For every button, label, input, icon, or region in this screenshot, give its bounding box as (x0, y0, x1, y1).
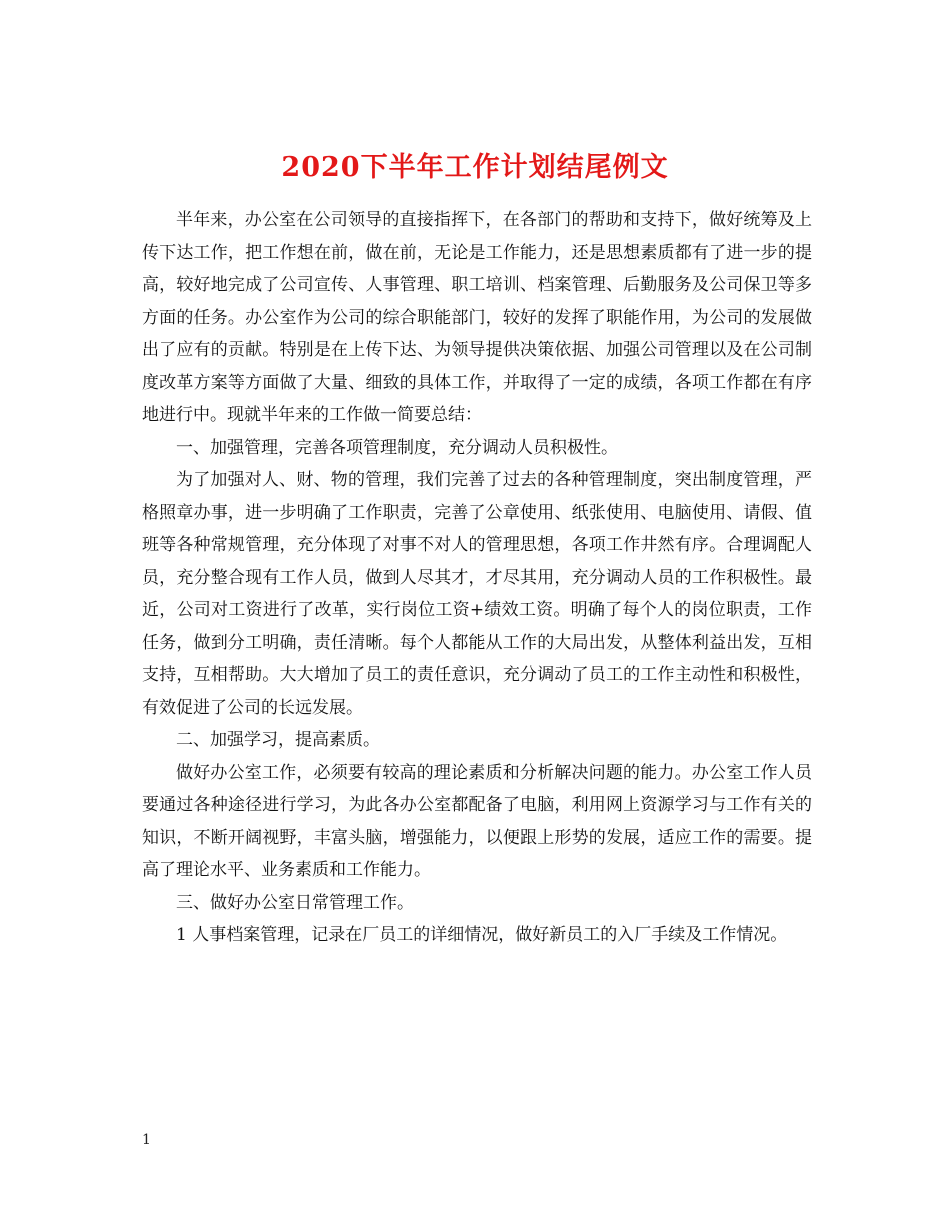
intro-paragraph: 半年来，办公室在公司领导的直接指挥下，在各部门的帮助和支持下，做好统筹及上传下达工作，把工作想在前，做在前，无论是工作能力，还是思想素质都有了进一步的提高，较好地完成了公司宣传、人事管理、职工培训、档案管理、后勤服务及公司保卫等多方面的任务。办公室作为公司的综合职能部门，较好的发挥了职能作用，为公司的发展做出了应有的贡献。特别是在上传下达、为领导提供决策依据、加强公司管理以及在公司制度改革方案等方面做了大量、细致的具体工作，并取得了一定的成绩，各项工作都在有序地进行中。现就半年来的工作做一简要总结： (142, 210, 812, 425)
section-heading-daily-management: 三、做好办公室日常管理工作。 (176, 892, 414, 913)
page-number: 1 (142, 1132, 151, 1148)
management-paragraph: 为了加强对人、财、物的管理，我们完善了过去的各种管理制度，突出制度管理，严格照章办事，进一步明确了工作职责，完善了公章使用、纸张使用、电脑使用、请假、值班等各种常规管理，充分体现了对事不对人的管理思想，各项工作井然有序。合理调配人员，充分整合现有工作人员，做到人尽其才，才尽其用，充分调动人员的工作积极性。最近，公司对工资进行了改革，实行岗位工资+绩效工资。明确了每个人的岗位职责，工作任务，做到分工明确，责任清晰。每个人都能从工作的大局出发，从整体利益出发，互相支持，互相帮助。大大增加了员工的责任意识，充分调动了员工的工作主动性和积极性，有效促进了公司的长远发展。 (142, 470, 812, 718)
section-heading-learning: 二、加强学习，提高素质。 (176, 730, 380, 750)
personnel-archive-paragraph: 1 人事档案管理，记录在厂员工的详细情况，做好新员工的入厂手续及工作情况。 (176, 925, 788, 945)
document-title: 2020下半年工作计划结尾例文 (281, 152, 669, 184)
section-heading-management: 一、加强管理，完善各项管理制度，充分调动人员积极性。 (176, 437, 618, 458)
document-body (142, 204, 812, 952)
learning-paragraph: 做好办公室工作，必须要有较高的理论素质和分析解决问题的能力。办公室工作人员要通过各种途径进行学习，为此各办公室都配备了电脑，利用网上资源学习与工作有关的知识，不断开阔视野，丰富头脑，增强能力，以便跟上形势的发展，适应工作的需要。提高了理论水平、业务素质和工作能力。 (142, 762, 812, 880)
